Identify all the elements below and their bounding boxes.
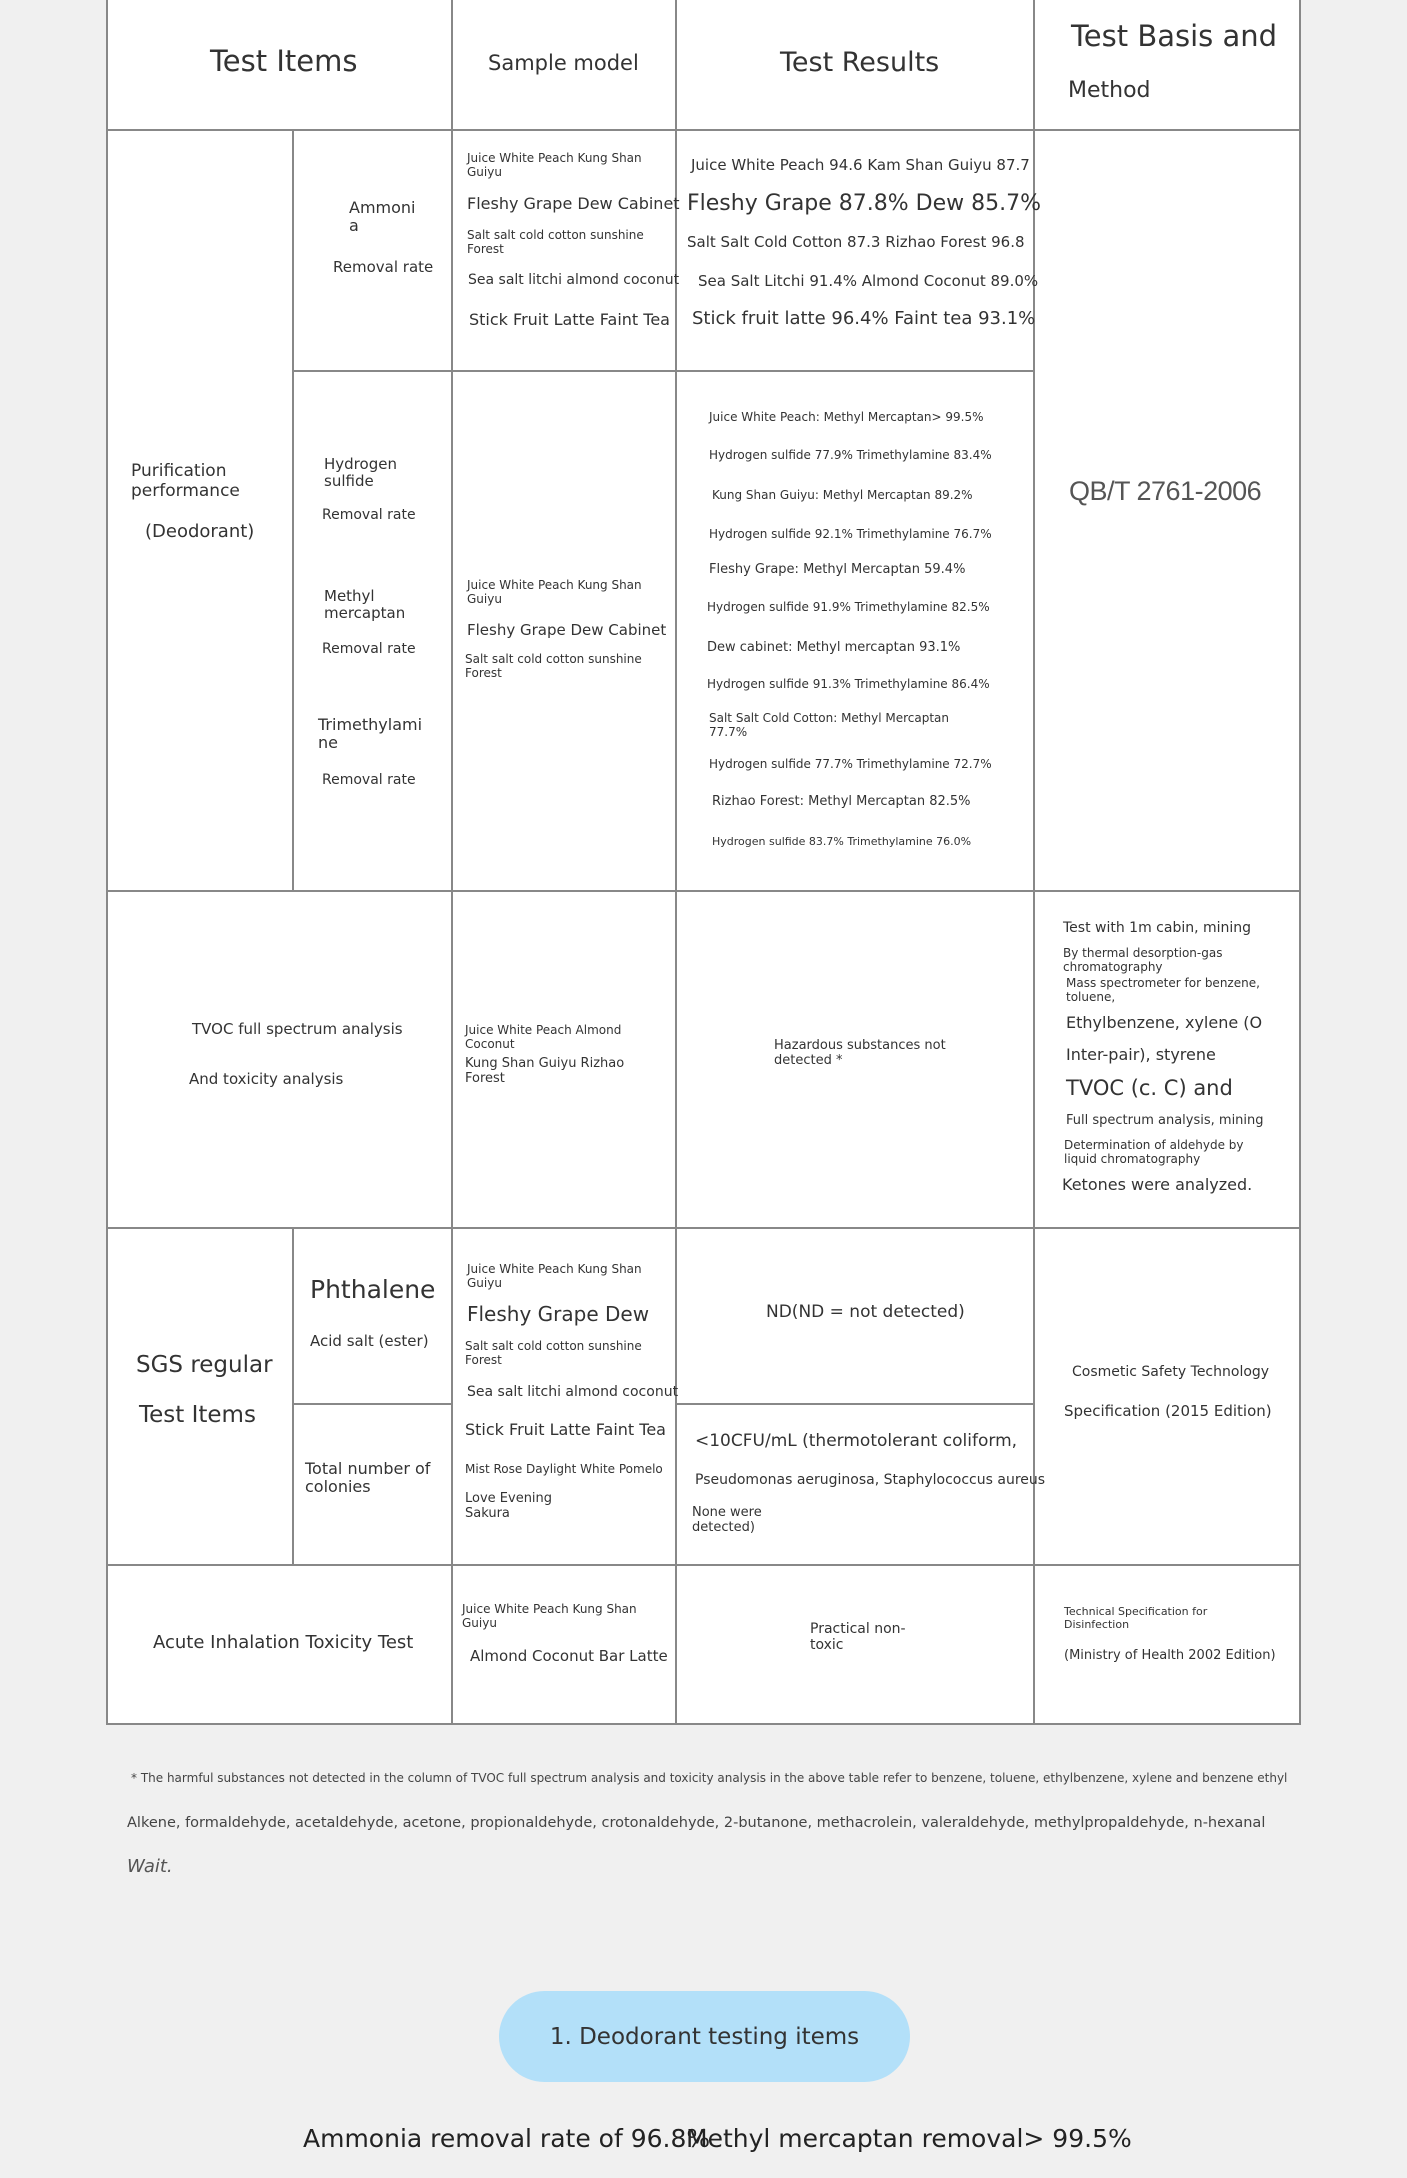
result-item: Hydrogen sulfide 92.1% Trimethylamine 76.7% [709,527,992,541]
tvoc-sample: Kung Shan Guiyu Rizhao Forest [465,1056,625,1086]
tvoc-item: TVOC full spectrum analysis [192,1020,403,1038]
result-item: Kung Shan Guiyu: Methyl Mercaptan 89.2% [712,488,973,502]
sgs-category-2: Test Items [139,1402,256,1428]
header-method: Method [1068,78,1151,103]
result-item: Hydrogen sulfide 91.9% Trimethylamine 82.5% [707,600,990,614]
purification-category: Purification performance [131,461,240,501]
sample-item: Stick Fruit Latte Faint Tea [465,1420,666,1439]
result-item: Salt Salt Cold Cotton: Methyl Mercaptan 77.7% [709,711,950,739]
header-test-basis: Test Basis and [1071,19,1278,53]
sample-item: Fleshy Grape Dew [467,1302,650,1326]
colonies-label: Total number of colonies [305,1459,431,1497]
basis-line: Mass spectrometer for benzene, toluene, [1066,976,1260,1004]
methyl-removal-rate: Removal rate [322,641,416,657]
footnote-line-2: Alkene, formaldehyde, acetaldehyde, acetone, propionaldehyde, crotonaldehyde, 2-butanone, methacrolein, valeraldehyde, methylpropaldehyde, n-hexanal [127,1815,1266,1831]
section-pill: 1. Deodorant testing items [499,1991,910,2082]
colonies-result: <10CFU/mL (thermotolerant coliform, [695,1431,1018,1451]
result-item: Hydrogen sulfide 77.7% Trimethylamine 72.7% [709,757,992,771]
footnote-line-1: * The harmful substances not detected in the column of TVOC full spectrum analysis and toxicity analysis in the above table refer to benzene, toluene, ethylbenzene, xylene and benzene ethyl [131,1771,1288,1785]
acute-basis: Technical Specification for Disinfection [1064,1605,1208,1631]
sample-item: Juice White Peach Kung Shan Guiyu [467,151,642,179]
sample-item: Fleshy Grape Dew Cabinet [467,194,680,213]
ammonia-removal-rate: Removal rate [333,258,434,276]
result-item: Stick fruit latte 96.4% Faint tea 93.1% [692,308,1036,329]
sample-item: Juice White Peach Kung Shan Guiyu [467,578,642,606]
result-item: Juice White Peach 94.6 Kam Shan Guiyu 87.7 [691,156,1030,174]
h2s-removal-rate: Removal rate [322,507,416,523]
tvoc-item-2: And toxicity analysis [189,1070,344,1088]
sgs-category: SGS regular [136,1352,273,1378]
colonies-result-3: None were detected) [692,1505,762,1535]
sample-item: Sea salt litchi almond coconut [468,272,680,288]
basis-line: Test with 1m cabin, mining [1063,920,1252,936]
phthalate-label-2: Acid salt (ester) [310,1332,429,1350]
sample-item: Salt salt cold cotton sunshine Forest [465,1339,642,1367]
result-item: Juice White Peach: Methyl Mercaptan> 99.5% [709,410,984,424]
phthalate-result: ND(ND = not detected) [766,1302,965,1322]
result-item: Rizhao Forest: Methyl Mercaptan 82.5% [712,794,971,809]
footnote-line-3: Wait. [127,1856,173,1877]
colonies-result-2: Pseudomonas aeruginosa, Staphylococcus aureus [695,1472,1046,1488]
tvoc-result: Hazardous substances not detected * [774,1038,946,1068]
sample-item: Mist Rose Daylight White Pomelo [465,1462,663,1476]
basis-line: Ketones were analyzed. [1062,1175,1253,1194]
result-item: Sea Salt Litchi 91.4% Almond Coconut 89.0% [698,272,1039,290]
purification-basis: QB/T 2761-2006 [1069,476,1262,506]
acute-item: Acute Inhalation Toxicity Test [153,1632,414,1653]
sample-item: Salt salt cold cotton sunshine Forest [465,652,642,680]
sample-item: Sea salt litchi almond coconut [467,1384,679,1400]
result-item: Fleshy Grape: Methyl Mercaptan 59.4% [709,562,966,577]
basis-line: Full spectrum analysis, mining [1066,1113,1264,1128]
basis-line: Ethylbenzene, xylene (O [1066,1013,1263,1032]
acute-basis-2: (Ministry of Health 2002 Edition) [1064,1648,1276,1663]
headline-methyl: Methyl mercaptan removal> 99.5% [686,2124,1132,2153]
acute-sample: Juice White Peach Kung Shan Guiyu [462,1602,637,1630]
sample-item: Fleshy Grape Dew Cabinet [467,621,667,639]
acute-result: Practical non-toxic [810,1621,906,1654]
methyl-mercaptan-label: Methyl mercaptan [324,587,406,623]
sample-item: Salt salt cold cotton sunshine Forest [467,228,644,256]
result-item: Hydrogen sulfide 77.9% Trimethylamine 83.4% [709,448,992,462]
sgs-basis: Cosmetic Safety Technology [1072,1364,1270,1380]
phthalate-label: Phthalene [310,1275,436,1304]
headline-ammonia: Ammonia removal rate of 96.8% [303,2124,711,2153]
tma-removal-rate: Removal rate [322,772,416,788]
header-test-items: Test Items [210,44,358,78]
sgs-basis-2: Specification (2015 Edition) [1064,1402,1272,1420]
ammonia-label: Ammoni a [349,198,416,236]
h2s-label: Hydrogen sulfide [324,455,397,491]
trimethylamine-label: Trimethylami ne [318,715,423,753]
tvoc-sample: Juice White Peach Almond Coconut [465,1023,622,1051]
result-item: Salt Salt Cold Cotton 87.3 Rizhao Forest 96.8 [687,233,1025,251]
basis-line: Determination of aldehyde by liquid chromatography [1064,1138,1244,1166]
table-sheet [107,0,1300,1723]
result-item: Hydrogen sulfide 91.3% Trimethylamine 86.4% [707,677,990,691]
header-sample-model: Sample model [488,51,639,75]
basis-line: Inter-pair), styrene [1066,1045,1216,1064]
result-item: Fleshy Grape 87.8% Dew 85.7% [687,191,1042,216]
sample-item: Stick Fruit Latte Faint Tea [469,310,670,329]
sample-item: Love Evening Sakura [465,1491,553,1521]
header-test-results: Test Results [780,47,940,78]
basis-line: TVOC (c. C) and [1066,1076,1233,1100]
basis-line: By thermal desorption-gas chromatography [1063,946,1223,974]
result-item: Hydrogen sulfide 83.7% Trimethylamine 76.0% [712,835,972,848]
result-item: Dew cabinet: Methyl mercaptan 93.1% [707,640,961,655]
sample-item: Juice White Peach Kung Shan Guiyu [467,1262,642,1290]
acute-sample: Almond Coconut Bar Latte [470,1647,668,1665]
purification-subcategory: (Deodorant) [145,521,255,542]
